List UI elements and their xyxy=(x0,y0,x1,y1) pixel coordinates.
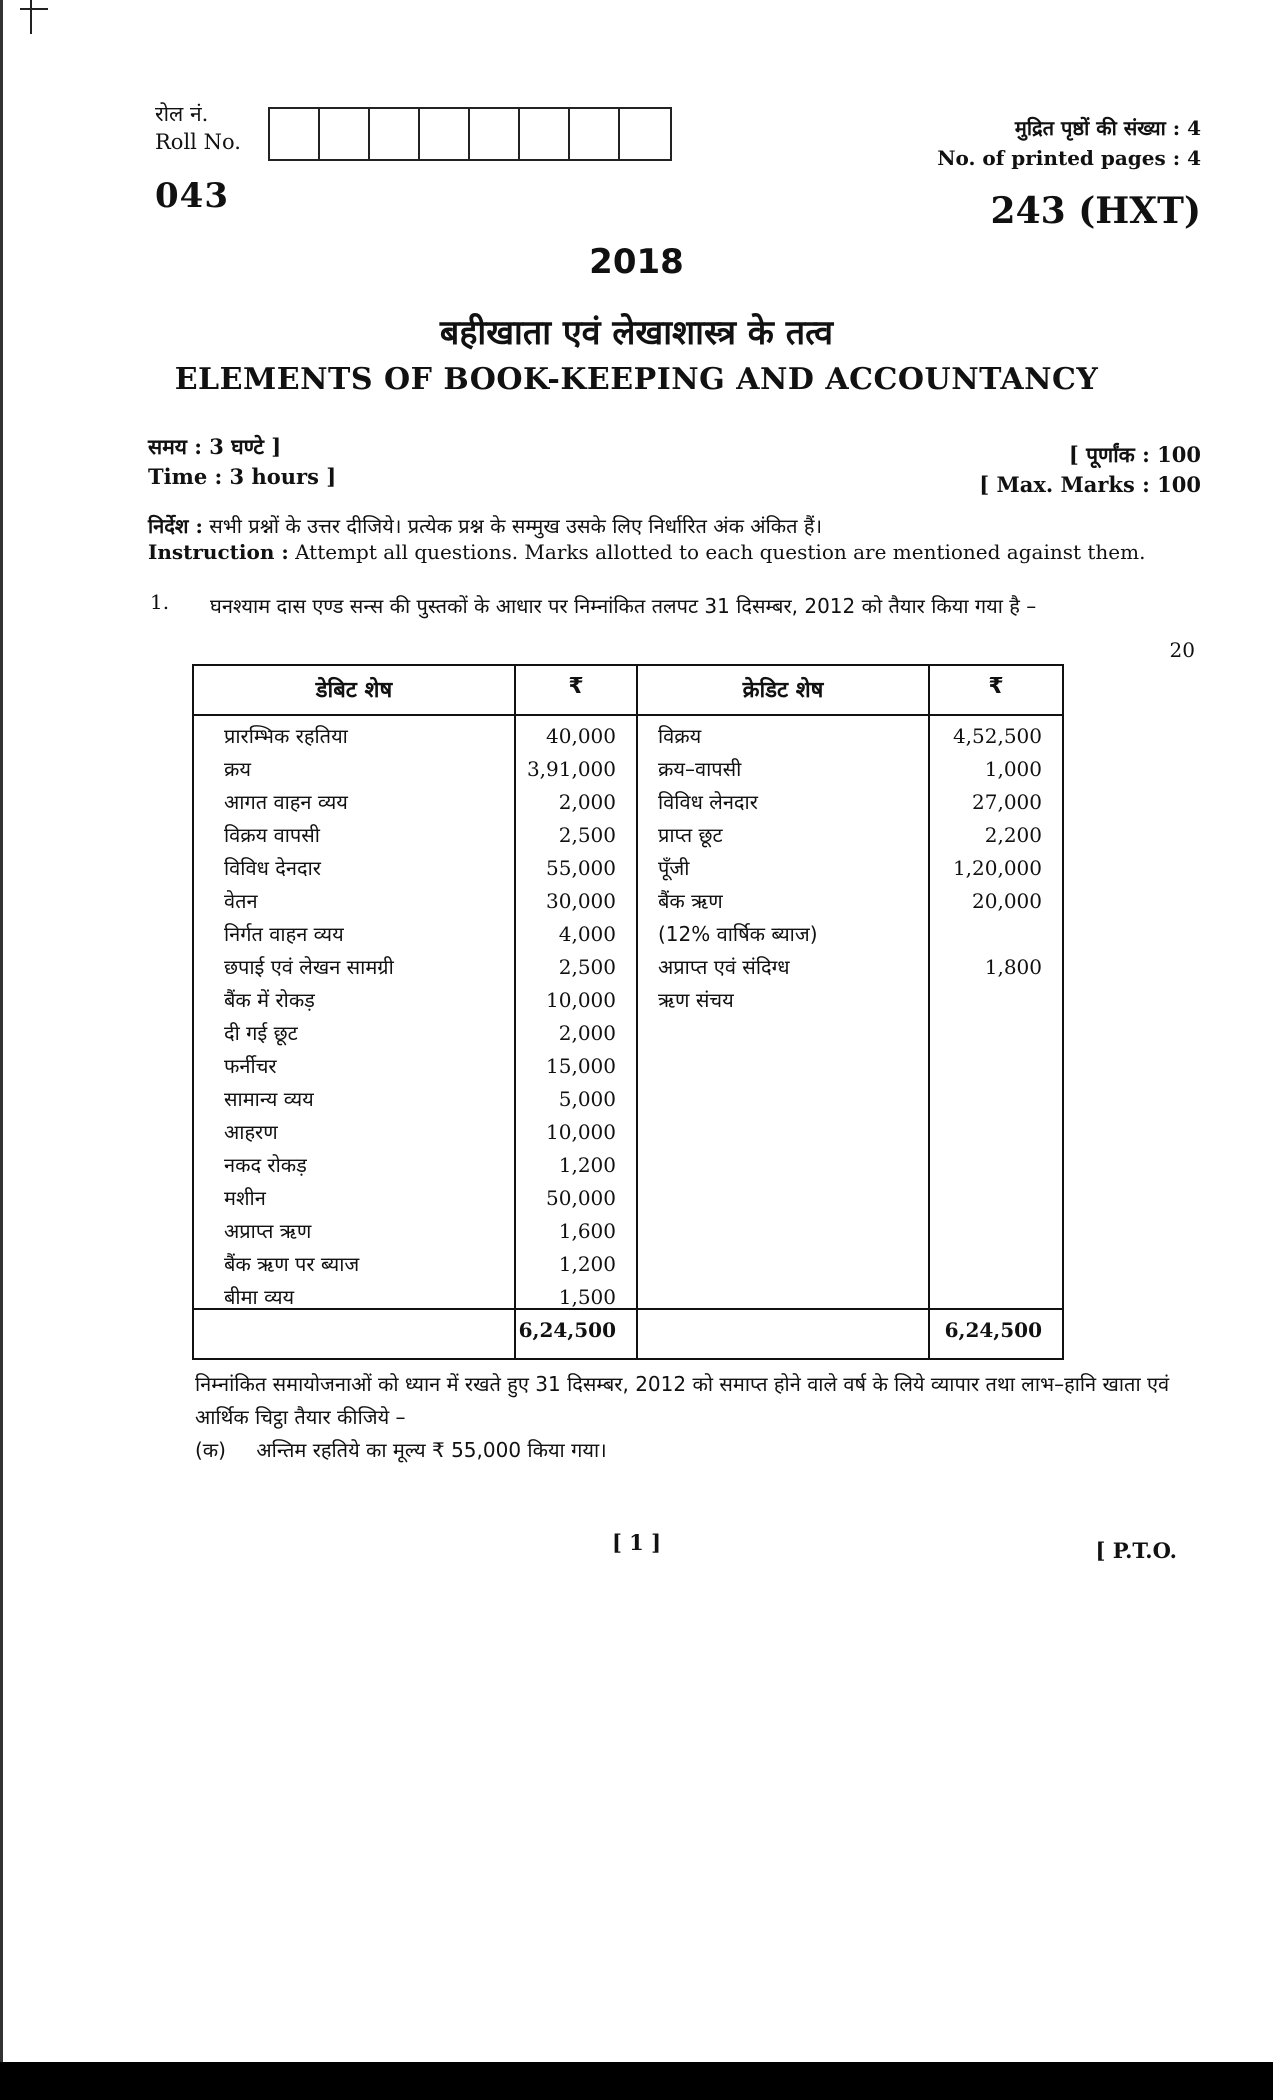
debit-item-amount: 15,000 xyxy=(546,1054,616,1078)
scan-bottom-bar xyxy=(0,2062,1273,2100)
debit-item-amount: 30,000 xyxy=(546,889,616,913)
credit-total: 6,24,500 xyxy=(944,1318,1042,1342)
debit-item-name: विविध देनदार xyxy=(224,856,321,880)
debit-item-amount: 50,000 xyxy=(546,1186,616,1210)
trial-balance-table xyxy=(192,664,1064,1360)
credit-item-name: विक्रय xyxy=(658,724,702,748)
roll-number-digit-box[interactable] xyxy=(370,109,420,159)
credit-item-name: (12% वार्षिक ब्याज) xyxy=(658,922,818,946)
debit-item-amount: 10,000 xyxy=(546,1120,616,1144)
debit-item-name: दी गई छूट xyxy=(224,1021,298,1045)
roll-number-digit-box[interactable] xyxy=(570,109,620,159)
time-info xyxy=(148,432,336,492)
question-number: 1. xyxy=(150,590,170,614)
adjustment-item-text: अन्तिम रहतिये का मूल्य ₹ 55,000 किया गया। xyxy=(256,1438,607,1462)
debit-item-name: मशीन xyxy=(224,1186,266,1210)
debit-item-amount: 1,200 xyxy=(558,1153,616,1177)
roll-number-digit-box[interactable] xyxy=(320,109,370,159)
credit-item-amount xyxy=(930,918,1042,951)
debit-item-name: विक्रय वापसी xyxy=(224,823,320,847)
debit-item-name: वेतन xyxy=(224,889,258,913)
instruction-english xyxy=(148,540,1145,564)
roll-label-hindi: रोल नं. xyxy=(155,102,209,126)
debit-amounts-list xyxy=(516,720,616,1314)
debit-item-amount: 4,000 xyxy=(558,922,616,946)
printed-pages-info xyxy=(937,113,1201,173)
marks-hindi: [ पूर्णांक : 100 xyxy=(1068,442,1201,467)
pto-marker: [ P.T.O. xyxy=(1095,1538,1177,1563)
crop-mark xyxy=(20,8,48,10)
debit-balance-header: डेबिट शेष xyxy=(315,678,393,703)
debit-item-amount: 2,500 xyxy=(558,823,616,847)
credit-items-list xyxy=(658,720,923,1017)
credit-item-name: विविध लेनदार xyxy=(658,790,758,814)
credit-item-amount: 1,800 xyxy=(984,955,1042,979)
roll-number-digit-box[interactable] xyxy=(470,109,520,159)
debit-item-amount: 1,600 xyxy=(558,1219,616,1243)
debit-item-amount: 1,500 xyxy=(558,1285,616,1309)
debit-item-amount: 2,500 xyxy=(558,955,616,979)
crop-mark xyxy=(30,0,32,34)
debit-item-amount: 2,000 xyxy=(558,790,616,814)
credit-item-amount: 1,000 xyxy=(984,757,1042,781)
debit-item-amount: 2,000 xyxy=(558,1021,616,1045)
roll-number-label xyxy=(155,100,241,156)
instruction-english-label: Instruction : xyxy=(148,540,289,564)
credit-currency-header: ₹ xyxy=(988,674,1004,699)
page-number: [ 1 ] xyxy=(611,1530,662,1555)
marks-english: [ Max. Marks : 100 xyxy=(979,472,1201,497)
max-marks-info xyxy=(979,440,1201,500)
debit-item-amount: 55,000 xyxy=(546,856,616,880)
debit-item-name: फर्नीचर xyxy=(224,1054,277,1078)
subject-code: 043 xyxy=(155,176,229,216)
debit-item-name: छपाई एवं लेखन सामग्री xyxy=(224,955,394,979)
credit-item-amount: 2,200 xyxy=(984,823,1042,847)
paper-title-hindi: बहीखाता एवं लेखाशास्त्र के तत्व xyxy=(439,313,834,353)
credit-item-name: ऋण संचय xyxy=(658,988,734,1012)
credit-item-name: पूँजी xyxy=(658,856,690,880)
roll-number-boxes[interactable] xyxy=(268,107,672,161)
table-header-divider xyxy=(194,714,1062,716)
credit-item-amount: 4,52,500 xyxy=(952,724,1042,748)
debit-item-name: सामान्य व्यय xyxy=(224,1087,314,1111)
debit-item-amount: 40,000 xyxy=(546,724,616,748)
printed-pages-english: No. of printed pages : 4 xyxy=(937,146,1201,170)
debit-item-name: क्रय xyxy=(224,757,251,781)
debit-currency-header: ₹ xyxy=(568,674,584,699)
debit-item-name: नकद रोकड़ xyxy=(224,1153,307,1177)
debit-item-amount: 5,000 xyxy=(558,1087,616,1111)
adjustment-instructions: निम्नांकित समायोजनाओं को ध्यान में रखते हुए 31 दिसम्बर, 2012 को समाप्त होने वाले वर्ष के लिये व्यापार तथा लाभ–हानि खाता एवं आर्थिक चिट्ठा तैयार कीजिये – xyxy=(195,1372,1170,1429)
debit-item-name: बैंक में रोकड़ xyxy=(224,988,315,1012)
paper-title-english: ELEMENTS OF BOOK-KEEPING AND ACCOUNTANCY xyxy=(174,362,1099,397)
question-marks: 20 xyxy=(1169,638,1195,662)
paper-code: 243 (HXT) xyxy=(990,190,1201,232)
instruction-hindi-label: निर्देश : xyxy=(148,514,203,538)
debit-item-amount: 3,91,000 xyxy=(526,757,616,781)
instruction-hindi-text: सभी प्रश्नों के उत्तर दीजिये। प्रत्येक प्रश्न के सम्मुख उसके लिए निर्धारित अंक अंकित हैं। xyxy=(209,514,823,538)
debit-item-name: बैंक ऋण पर ब्याज xyxy=(224,1252,360,1276)
credit-balance-header: क्रेडिट शेष xyxy=(742,678,824,703)
instruction-hindi xyxy=(148,512,822,539)
credit-item-amount: 1,20,000 xyxy=(952,856,1042,880)
credit-item-name: अप्राप्त एवं संदिग्ध xyxy=(658,955,790,979)
debit-item-name: आगत वाहन व्यय xyxy=(224,790,348,814)
roll-number-digit-box[interactable] xyxy=(420,109,470,159)
debit-item-name: प्रारम्भिक रहतिया xyxy=(224,724,348,748)
question-text: घनश्याम दास एण्ड सन्स की पुस्तकों के आधार पर निम्नांकित तलपट 31 दिसम्बर, 2012 को तैयार किया गया है – xyxy=(210,594,1037,618)
roll-number-digit-box[interactable] xyxy=(620,109,670,159)
time-english: Time : 3 hours ] xyxy=(148,464,337,489)
credit-item-amount xyxy=(930,984,1042,1017)
debit-item-name: निर्गत वाहन व्यय xyxy=(224,922,344,946)
adjustment-item-a xyxy=(195,1436,607,1463)
roll-label-english: Roll No. xyxy=(155,130,241,154)
time-hindi: समय : 3 घण्टे ] xyxy=(148,434,282,459)
credit-item-name: क्रय–वापसी xyxy=(658,757,742,781)
debit-item-name: अप्राप्त ऋण xyxy=(224,1219,312,1243)
credit-item-amount: 20,000 xyxy=(972,889,1042,913)
credit-item-name: प्राप्त छूट xyxy=(658,823,723,847)
debit-item-name: आहरण xyxy=(224,1120,278,1144)
roll-number-digit-box[interactable] xyxy=(270,109,320,159)
debit-total: 6,24,500 xyxy=(518,1318,616,1342)
adjustment-item-label: (क) xyxy=(195,1438,226,1462)
debit-item-name: बीमा व्यय xyxy=(224,1285,295,1309)
roll-number-digit-box[interactable] xyxy=(520,109,570,159)
credit-amounts-list xyxy=(930,720,1042,1017)
credit-item-name: बैंक ऋण xyxy=(658,889,723,913)
instruction-english-text: Attempt all questions. Marks allotted to each question are mentioned against them. xyxy=(295,540,1146,564)
debit-items-list xyxy=(224,720,509,1314)
printed-pages-hindi: मुद्रित पृष्ठों की संख्या : 4 xyxy=(1014,116,1201,140)
table-column-divider xyxy=(636,666,638,1358)
debit-item-amount: 10,000 xyxy=(546,988,616,1012)
exam-year: 2018 xyxy=(589,242,684,282)
credit-item-amount: 27,000 xyxy=(972,790,1042,814)
debit-item-amount: 1,200 xyxy=(558,1252,616,1276)
